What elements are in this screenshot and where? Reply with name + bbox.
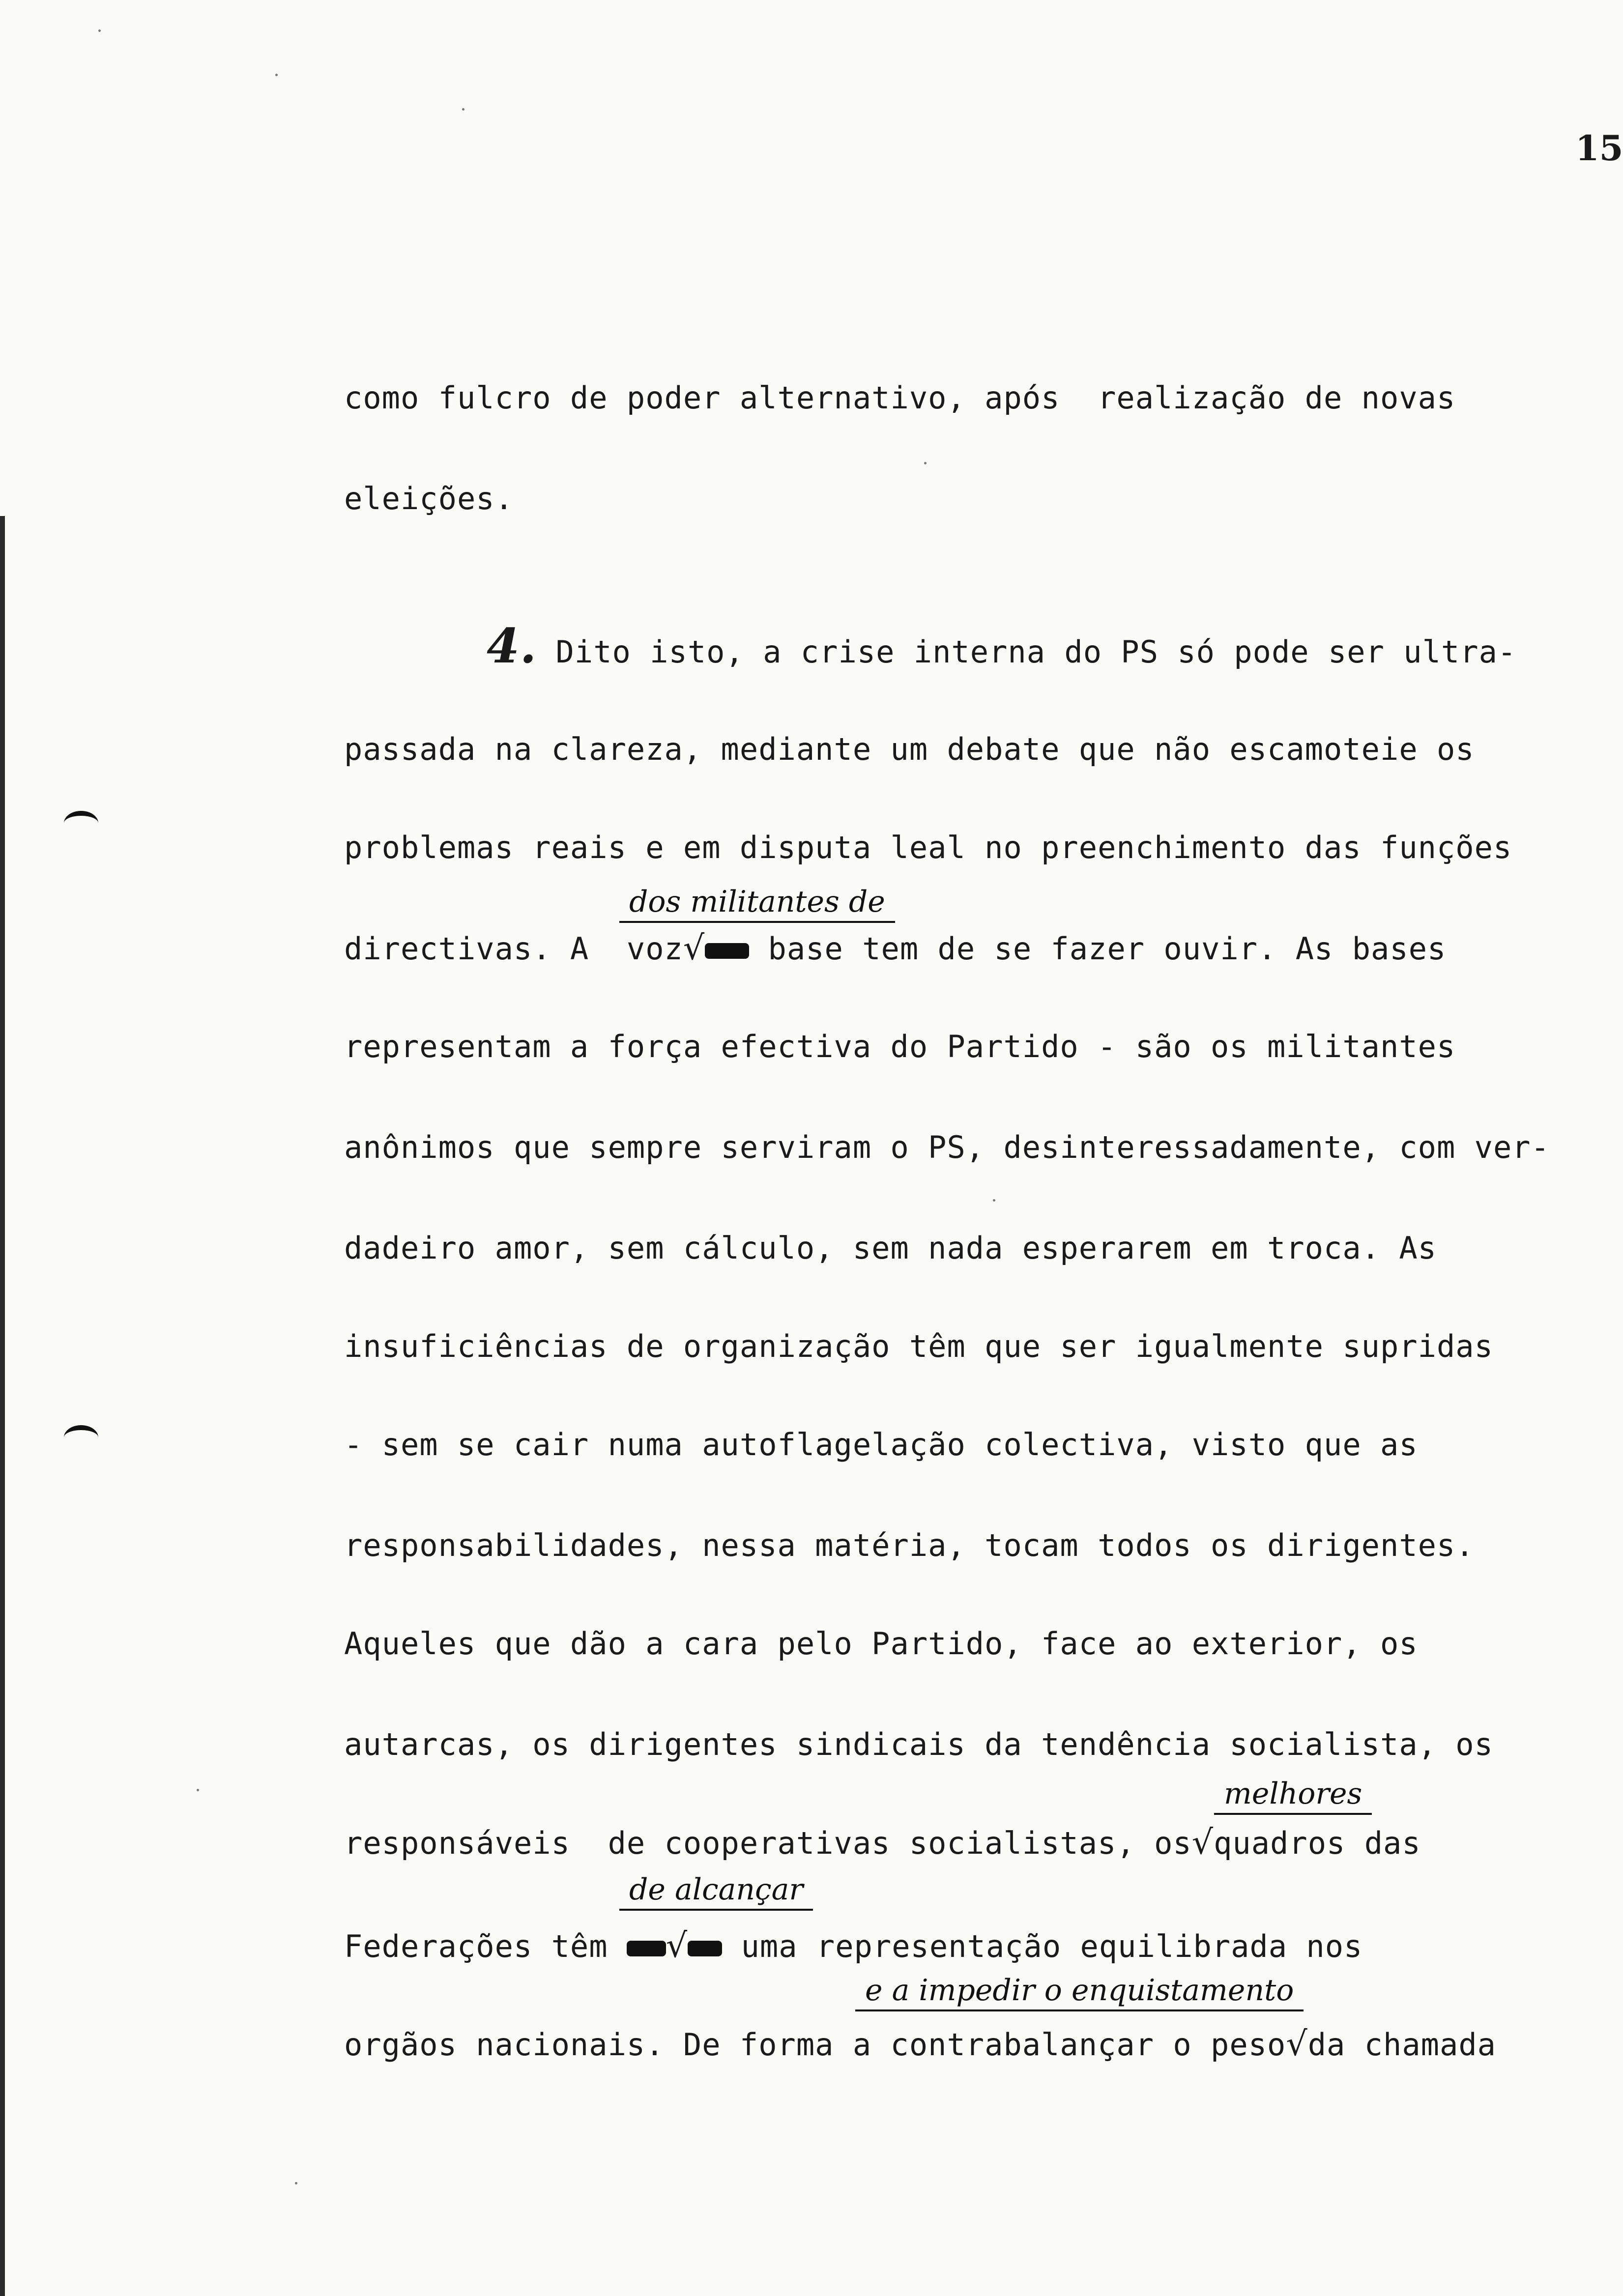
text-line-15-start: responsáveis de cooperativas socialistas, os bbox=[344, 1825, 1192, 1861]
page-number: 15 bbox=[1575, 128, 1623, 169]
text-line-14: autarcas, os dirigentes sindicais da tendência socialista, os bbox=[344, 1726, 1493, 1762]
text-line-17-start: orgãos nacionais. De forma a contrabalançar o peso bbox=[344, 2027, 1286, 2063]
text-line-6-base: base bbox=[749, 931, 843, 967]
text-line-6-start: directivas. A voz bbox=[344, 931, 683, 967]
text-line-17-end: da chamada bbox=[1307, 2027, 1496, 2063]
text-line-9: dadeiro amor, sem cálculo, sem nada esperarem em troca. As bbox=[344, 1230, 1437, 1266]
handwritten-insert-de-alcancar: de alcançar bbox=[619, 1872, 813, 1907]
strikeout-blot bbox=[705, 943, 749, 959]
text-line-5: problemas reais e em disputa leal no preenchimento das funções bbox=[344, 830, 1512, 865]
text-line-17 bbox=[344, 2025, 1496, 2065]
scan-speck bbox=[924, 462, 927, 464]
text-line-15-end: quadros das bbox=[1214, 1825, 1421, 1861]
insertion-caret-icon: √ bbox=[666, 1926, 688, 1965]
scan-speck bbox=[295, 2182, 297, 2184]
text-line-6-end: tem de se fazer ouvir. As bases bbox=[843, 931, 1447, 967]
text-line-10: insuficiências de organização têm que ser igualmente supridas bbox=[344, 1328, 1493, 1364]
text-line-1: como fulcro de poder alternativo, após realização de novas bbox=[344, 380, 1456, 416]
strikeout-blot bbox=[688, 1941, 722, 1956]
scan-speck bbox=[197, 1789, 199, 1791]
text-line-11: - sem se cair numa autoflagelação colectiva, visto que as bbox=[344, 1427, 1418, 1463]
insertion-caret-icon: √ bbox=[1191, 1823, 1214, 1862]
text-line-16 bbox=[344, 1926, 1362, 1966]
text-line-3-body: Dito isto, a crise interna do PS só pode ser ultra- bbox=[555, 634, 1517, 670]
strikeout-blot bbox=[627, 1941, 666, 1956]
scan-speck bbox=[275, 74, 278, 76]
paragraph-number: 4. bbox=[487, 618, 537, 674]
insertion-caret-icon: √ bbox=[1286, 2025, 1308, 2064]
text-line-13: Aqueles que dão a cara pelo Partido, face ao exterior, os bbox=[344, 1626, 1418, 1662]
text-line-4: passada na clareza, mediante um debate que não escamoteie os bbox=[344, 731, 1475, 767]
handwritten-insert-dos-militantes: dos militantes de bbox=[619, 885, 895, 919]
margin-bracket-mark-2 bbox=[64, 1425, 98, 1450]
text-line-16-start: Federações têm bbox=[344, 1928, 608, 1964]
scan-speck bbox=[993, 1199, 995, 1202]
handwritten-insert-melhores: melhores bbox=[1214, 1777, 1372, 1811]
text-line-2: eleições. bbox=[344, 481, 514, 517]
text-line-16-end: uma representação equilibrada nos bbox=[722, 1928, 1363, 1964]
text-line-7: representam a força efectiva do Partido - são os militantes bbox=[344, 1029, 1456, 1064]
page-edge-shadow bbox=[0, 516, 5, 2296]
insertion-caret-icon: √ bbox=[683, 929, 705, 968]
handwritten-insert-impedir: e a impedir o enquistamento bbox=[855, 1973, 1304, 2008]
scan-speck bbox=[462, 108, 464, 111]
scan-speck bbox=[98, 29, 101, 32]
text-line-12: responsabilidades, nessa matéria, tocam todos os dirigentes. bbox=[344, 1527, 1475, 1563]
margin-bracket-mark-1 bbox=[64, 811, 98, 835]
text-line-3 bbox=[487, 618, 1517, 674]
text-line-6 bbox=[344, 929, 1446, 969]
text-line-15 bbox=[344, 1823, 1421, 1863]
text-line-8: anônimos que sempre serviram o PS, desinteressadamente, com ver- bbox=[344, 1129, 1550, 1165]
